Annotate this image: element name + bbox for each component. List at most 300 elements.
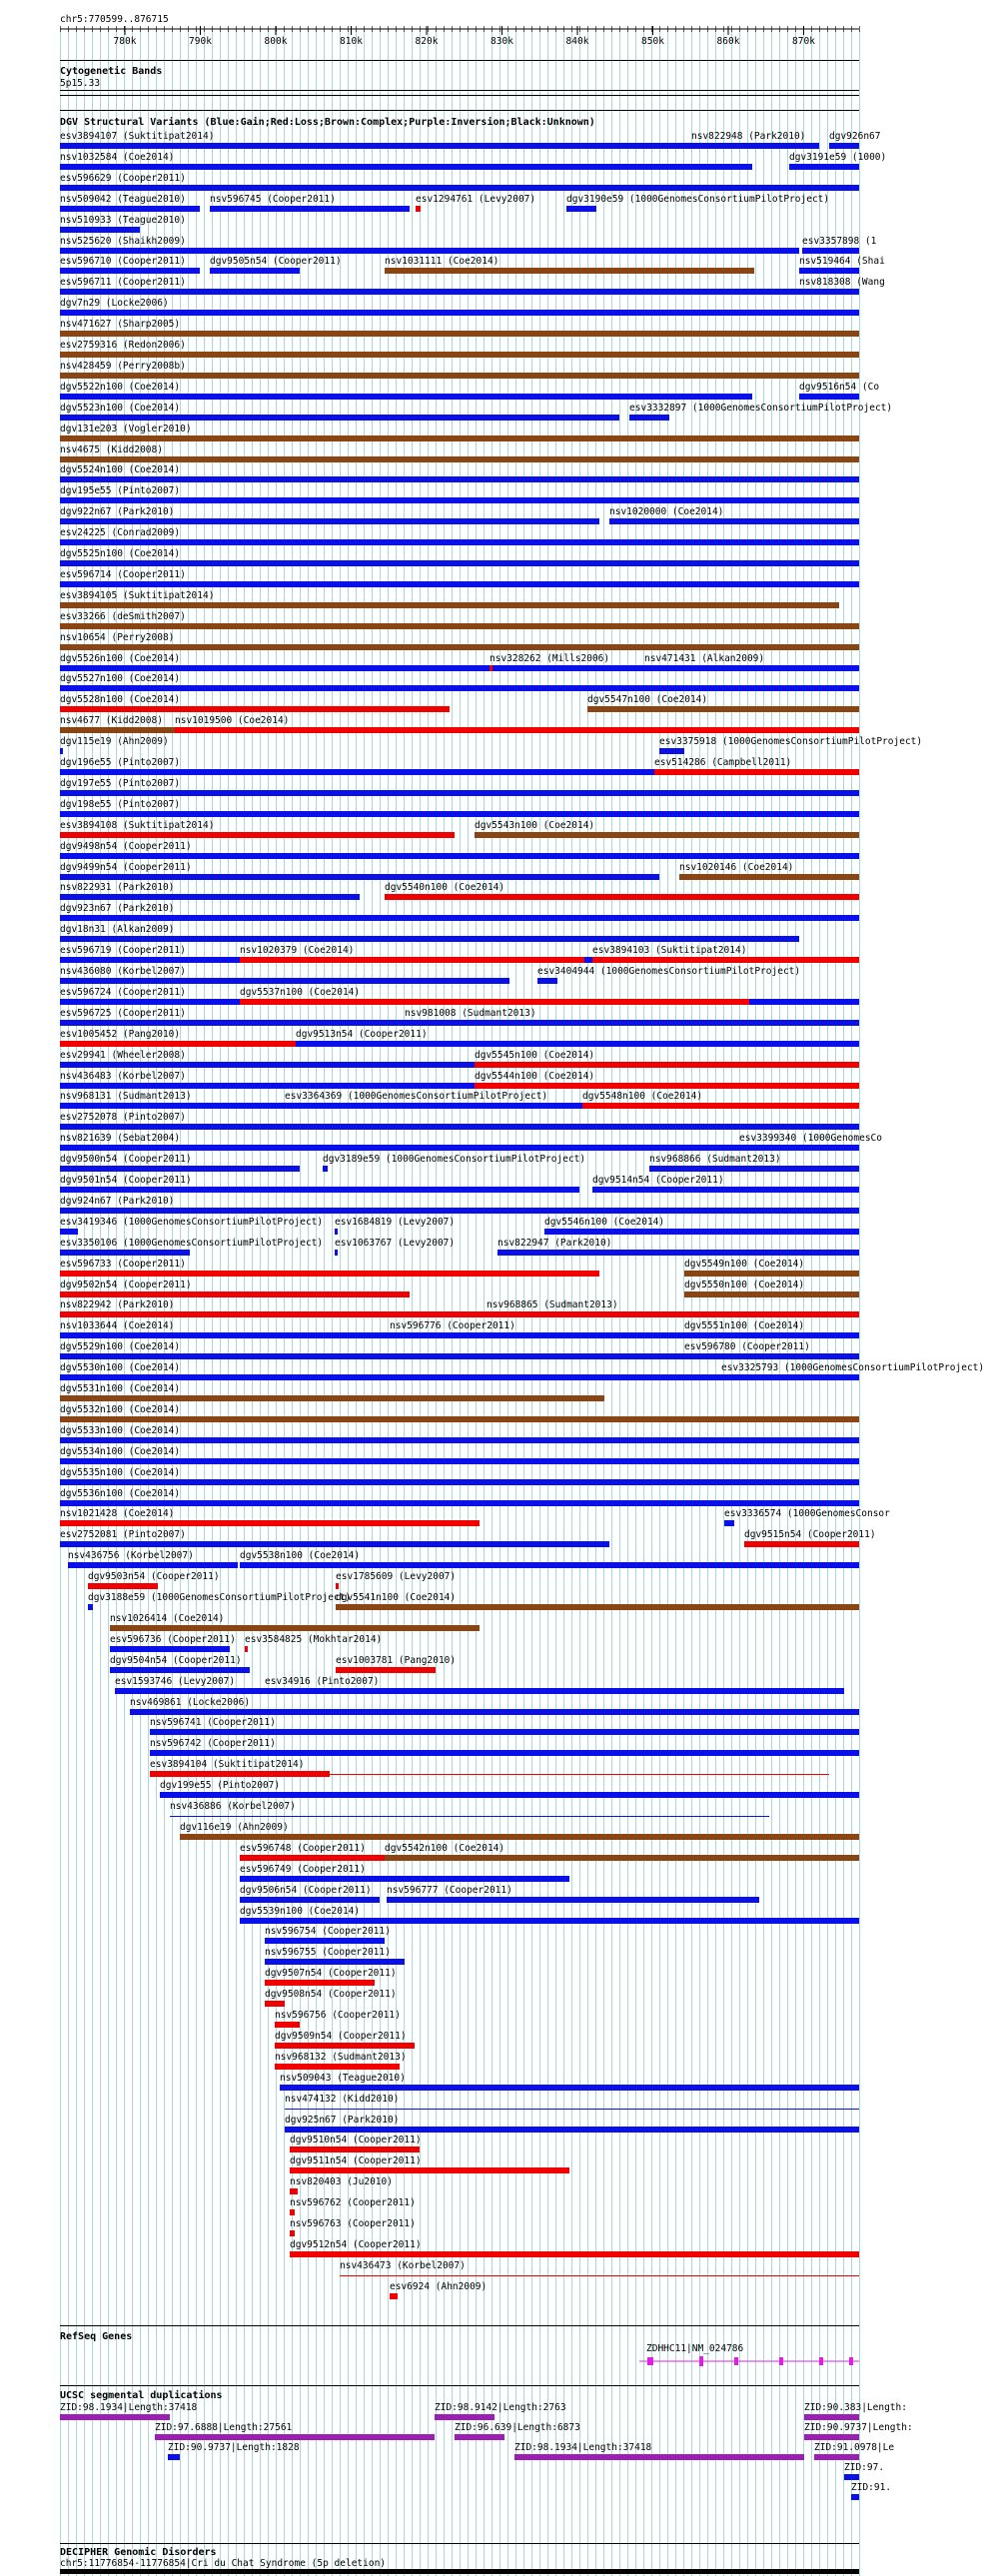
variant-label[interactable]: esv1063767 (Levy2007) xyxy=(335,1237,456,1249)
variant-bar[interactable] xyxy=(285,2127,859,2133)
variant-label[interactable]: esv1785609 (Levy2007) xyxy=(336,1571,457,1583)
variant-label[interactable]: esv2752081 (Pinto2007) xyxy=(60,1529,186,1541)
variant-label[interactable]: nsv968131 (Sudmant2013) xyxy=(60,1091,192,1103)
variant-bar[interactable] xyxy=(60,1271,599,1277)
variant-label[interactable]: dgv5530n100 (Coe2014) xyxy=(60,1362,181,1374)
variant-label[interactable]: nsv436756 (Korbel2007) xyxy=(68,1550,194,1562)
variant-label[interactable]: dgv5523n100 (Coe2014) xyxy=(60,402,181,414)
variant-bar[interactable] xyxy=(60,268,200,274)
variant-bar[interactable] xyxy=(265,1959,405,1965)
variant-label[interactable]: esv3325793 (1000GenomesConsortiumPilotProject) xyxy=(721,1362,984,1374)
variant-label[interactable]: nsv469861 (Locke2006) xyxy=(130,1696,251,1708)
variant-label[interactable]: dgv5531n100 (Coe2014) xyxy=(60,1383,181,1394)
segdup-bar[interactable] xyxy=(844,2474,859,2480)
variant-label[interactable]: dgv5546n100 (Coe2014) xyxy=(544,1216,665,1228)
variant-bar[interactable] xyxy=(60,790,859,796)
variant-label[interactable]: nsv436886 (Korbel2007) xyxy=(170,1801,296,1812)
variant-bar[interactable] xyxy=(390,2293,398,2299)
variant-bar[interactable] xyxy=(60,394,752,400)
variant-bar[interactable] xyxy=(296,1041,859,1047)
variant-label[interactable]: dgv9506n54 (Cooper2011) xyxy=(240,1884,372,1896)
variant-label[interactable]: nsv596755 (Cooper2011) xyxy=(265,1947,391,1959)
variant-label[interactable]: esv596725 (Cooper2011) xyxy=(60,1007,186,1019)
variant-label[interactable]: dgv196e55 (Pinto2007) xyxy=(60,757,181,768)
variant-label[interactable]: dgv5548n100 (Coe2014) xyxy=(582,1091,703,1103)
variant-bar[interactable] xyxy=(60,1166,300,1172)
variant-bar[interactable] xyxy=(150,1729,859,1735)
variant-label[interactable]: dgv3189e59 (1000GenomesConsortiumPilotProject) xyxy=(323,1154,586,1166)
segdup-bar[interactable] xyxy=(814,2454,859,2460)
variant-bar[interactable] xyxy=(60,769,659,775)
variant-bar[interactable] xyxy=(799,289,859,295)
variant-label[interactable]: dgv7n29 (Locke2006) xyxy=(60,298,169,310)
variant-label[interactable]: nsv509043 (Teague2010) xyxy=(280,2072,406,2084)
variant-label[interactable]: dgv197e55 (Pinto2007) xyxy=(60,777,181,789)
variant-bar[interactable] xyxy=(60,435,859,441)
variant-label[interactable]: dgv5547n100 (Coe2014) xyxy=(587,694,708,706)
variant-label[interactable]: nsv1026414 (Coe2014) xyxy=(110,1612,225,1624)
variant-bar[interactable] xyxy=(110,1625,480,1631)
variant-label[interactable]: nsv596777 (Cooper2011) xyxy=(387,1884,512,1896)
variant-label[interactable]: nsv822931 (Park2010) xyxy=(60,882,175,894)
variant-label[interactable]: dgv5528n100 (Coe2014) xyxy=(60,694,181,706)
variant-label[interactable]: dgv5537n100 (Coe2014) xyxy=(240,986,361,998)
variant-bar[interactable] xyxy=(744,1541,859,1547)
variant-bar[interactable] xyxy=(60,685,859,691)
variant-label[interactable]: nsv820403 (Ju2010) xyxy=(290,2176,393,2188)
variant-bar[interactable] xyxy=(245,1646,248,1652)
variant-label[interactable]: nsv1020146 (Coe2014) xyxy=(679,861,794,873)
variant-bar[interactable] xyxy=(265,1688,844,1694)
variant-label[interactable]: dgv5534n100 (Coe2014) xyxy=(60,1445,181,1457)
variant-bar[interactable] xyxy=(60,164,752,170)
variant-label[interactable]: esv596733 (Cooper2011) xyxy=(60,1258,186,1270)
variant-bar[interactable] xyxy=(537,978,557,984)
variant-bar[interactable] xyxy=(475,1083,859,1089)
variant-bar[interactable] xyxy=(60,1458,859,1464)
variant-label[interactable]: dgv5535n100 (Coe2014) xyxy=(60,1466,181,1478)
segdup-label[interactable]: ZID:90.383|Length: xyxy=(804,2402,907,2413)
variant-bar[interactable] xyxy=(323,1166,328,1172)
variant-label[interactable]: nsv436483 (Korbel2007) xyxy=(60,1070,186,1082)
variant-label[interactable]: nsv428459 (Perry2008b) xyxy=(60,360,186,372)
variant-label[interactable]: dgv9504n54 (Cooper2011) xyxy=(110,1654,242,1666)
variant-label[interactable]: nsv981008 (Sudmant2013) xyxy=(405,1007,536,1019)
variant-label[interactable]: nsv509042 (Teague2010) xyxy=(60,193,186,205)
variant-label[interactable]: esv3332897 (1000GenomesConsortiumPilotProject) xyxy=(629,402,893,414)
variant-bar[interactable] xyxy=(336,1667,436,1673)
variant-bar[interactable] xyxy=(290,2188,298,2194)
variant-bar[interactable] xyxy=(240,999,749,1005)
variant-bar[interactable] xyxy=(340,2275,859,2276)
variant-label[interactable]: esv3336574 (1000GenomesConsor xyxy=(724,1508,890,1520)
variant-label[interactable]: esv34916 (Pinto2007) xyxy=(265,1675,380,1687)
variant-bar[interactable] xyxy=(290,2147,420,2152)
variant-bar[interactable] xyxy=(799,268,859,274)
variant-label[interactable]: dgv5542n100 (Coe2014) xyxy=(385,1842,505,1854)
variant-label[interactable]: dgv9509n54 (Cooper2011) xyxy=(275,2030,407,2042)
variant-label[interactable]: dgv5544n100 (Coe2014) xyxy=(475,1070,595,1082)
variant-label[interactable]: dgv5543n100 (Coe2014) xyxy=(475,819,595,831)
variant-bar[interactable] xyxy=(416,206,421,212)
variant-label[interactable]: esv1294761 (Levy2007) xyxy=(416,193,536,205)
variant-label[interactable]: esv596736 (Cooper2011) xyxy=(110,1633,236,1645)
variant-bar[interactable] xyxy=(115,1688,265,1694)
variant-label[interactable]: dgv5526n100 (Coe2014) xyxy=(60,652,181,664)
variant-bar[interactable] xyxy=(335,1250,338,1256)
variant-bar[interactable] xyxy=(405,1020,859,1026)
variant-label[interactable]: esv3894105 (Suktitipat2014) xyxy=(60,589,215,601)
variant-label[interactable]: esv3357898 (1 xyxy=(802,235,877,247)
variant-label[interactable]: dgv5529n100 (Coe2014) xyxy=(60,1341,181,1353)
variant-bar[interactable] xyxy=(150,1771,330,1777)
variant-label[interactable]: dgv131e203 (Vogler2010) xyxy=(60,423,192,434)
variant-label[interactable]: esv3584825 (Mokhtar2014) xyxy=(245,1633,383,1645)
variant-label[interactable]: nsv596776 (Cooper2011) xyxy=(390,1320,515,1332)
variant-label[interactable]: nsv471431 (Alkan2009) xyxy=(644,652,765,664)
variant-label[interactable]: dgv5540n100 (Coe2014) xyxy=(385,882,505,894)
variant-label[interactable]: nsv596742 (Cooper2011) xyxy=(150,1738,276,1750)
variant-label[interactable]: dgv5536n100 (Coe2014) xyxy=(60,1487,181,1499)
variant-bar[interactable] xyxy=(582,1103,859,1109)
variant-label[interactable]: esv596711 (Cooper2011) xyxy=(60,277,186,289)
variant-bar[interactable] xyxy=(275,2043,415,2049)
variant-bar[interactable] xyxy=(387,1897,759,1903)
variant-bar[interactable] xyxy=(265,1980,375,1986)
variant-bar[interactable] xyxy=(160,1792,859,1798)
variant-bar[interactable] xyxy=(275,2064,400,2070)
variant-label[interactable]: dgv5522n100 (Coe2014) xyxy=(60,381,181,393)
variant-label[interactable]: esv596714 (Cooper2011) xyxy=(60,568,186,580)
variant-label[interactable]: nsv328262 (Mills2006) xyxy=(490,652,610,664)
variant-bar[interactable] xyxy=(150,1750,859,1756)
variant-label[interactable]: dgv9516n54 (Co xyxy=(799,381,880,393)
variant-bar[interactable] xyxy=(240,1876,569,1882)
variant-bar[interactable] xyxy=(280,2085,859,2091)
variant-label[interactable]: dgv5533n100 (Coe2014) xyxy=(60,1424,181,1436)
variant-label[interactable]: nsv471627 (Sharp2005) xyxy=(60,319,181,331)
variant-label[interactable]: esv3419346 (1000GenomesConsortiumPilotProject) xyxy=(60,1216,324,1228)
variant-bar[interactable] xyxy=(60,560,859,566)
variant-bar[interactable] xyxy=(684,1332,859,1338)
variant-bar[interactable] xyxy=(290,2209,295,2215)
variant-bar[interactable] xyxy=(275,2022,300,2028)
variant-bar[interactable] xyxy=(649,1166,859,1172)
segdup-bar[interactable] xyxy=(514,2454,804,2460)
variant-label[interactable]: dgv9514n54 (Cooper2011) xyxy=(592,1175,724,1186)
variant-label[interactable]: nsv510933 (Teague2010) xyxy=(60,214,186,226)
variant-label[interactable]: dgv5541n100 (Coe2014) xyxy=(336,1592,457,1603)
variant-label[interactable]: dgv9500n54 (Cooper2011) xyxy=(60,1154,192,1166)
variant-bar[interactable] xyxy=(60,936,799,942)
variant-label[interactable]: esv3364369 (1000GenomesConsortiumPilotProject) xyxy=(285,1091,548,1103)
variant-bar[interactable] xyxy=(88,1583,158,1589)
variant-bar[interactable] xyxy=(60,581,859,587)
segdup-bar[interactable] xyxy=(804,2414,859,2420)
variant-bar[interactable] xyxy=(592,1187,859,1193)
variant-label[interactable]: dgv924n67 (Park2010) xyxy=(60,1195,175,1207)
variant-bar[interactable] xyxy=(60,476,859,482)
variant-bar[interactable] xyxy=(60,894,360,900)
variant-bar[interactable] xyxy=(789,164,859,170)
variant-bar[interactable] xyxy=(721,1374,781,1380)
variant-bar[interactable] xyxy=(290,2230,295,2236)
variant-bar[interactable] xyxy=(240,957,584,963)
variant-label[interactable]: nsv596763 (Cooper2011) xyxy=(290,2218,416,2229)
variant-label[interactable]: nsv519464 (Shai xyxy=(799,256,885,268)
variant-bar[interactable] xyxy=(60,1437,859,1443)
segdup-label[interactable]: ZID:98.1934|Length:37418 xyxy=(514,2442,652,2453)
variant-label[interactable]: dgv5539n100 (Coe2014) xyxy=(240,1905,361,1917)
segdup-bar[interactable] xyxy=(851,2494,859,2500)
variant-label[interactable]: dgv199e55 (Pinto2007) xyxy=(160,1780,281,1792)
variant-label[interactable]: esv24225 (Conrad2009) xyxy=(60,527,181,539)
variant-bar[interactable] xyxy=(60,1124,859,1130)
variant-label[interactable]: nsv968865 (Sudmant2013) xyxy=(487,1299,618,1311)
segdup-bar[interactable] xyxy=(435,2414,494,2420)
variant-bar[interactable] xyxy=(88,1604,93,1610)
variant-label[interactable]: nsv474132 (Kidd2010) xyxy=(285,2093,400,2105)
variant-label[interactable]: esv1684819 (Levy2007) xyxy=(335,1216,456,1228)
variant-label[interactable]: dgv115e19 (Ahn2009) xyxy=(60,736,169,748)
variant-label[interactable]: nsv1020379 (Coe2014) xyxy=(240,945,355,957)
variant-label[interactable]: dgv5551n100 (Coe2014) xyxy=(684,1320,805,1332)
segdup-bar[interactable] xyxy=(455,2434,504,2440)
variant-label[interactable]: nsv822948 (Park2010) xyxy=(691,131,806,142)
variant-label[interactable]: nsv822947 (Park2010) xyxy=(497,1237,612,1249)
variant-bar[interactable] xyxy=(60,915,859,921)
variant-bar[interactable] xyxy=(609,518,859,524)
variant-label[interactable]: nsv10654 (Perry2008) xyxy=(60,631,175,643)
variant-bar[interactable] xyxy=(210,206,410,212)
variant-label[interactable]: dgv9501n54 (Cooper2011) xyxy=(60,1175,192,1186)
variant-label[interactable]: dgv5550n100 (Coe2014) xyxy=(684,1279,805,1290)
variant-bar[interactable] xyxy=(60,497,859,503)
variant-label[interactable]: dgv9498n54 (Cooper2011) xyxy=(60,840,192,852)
variant-bar[interactable] xyxy=(487,1311,679,1317)
variant-label[interactable]: esv596724 (Cooper2011) xyxy=(60,986,186,998)
variant-bar[interactable] xyxy=(60,832,455,838)
variant-bar[interactable] xyxy=(691,143,819,149)
variant-label[interactable]: esv2759316 (Redon2006) xyxy=(60,340,186,351)
variant-bar[interactable] xyxy=(60,623,859,629)
variant-label[interactable]: nsv596741 (Cooper2011) xyxy=(150,1717,276,1729)
variant-label[interactable]: dgv3191e59 (1000) xyxy=(789,151,887,163)
variant-bar[interactable] xyxy=(60,1416,859,1422)
variant-label[interactable]: dgv5549n100 (Coe2014) xyxy=(684,1258,805,1270)
variant-bar[interactable] xyxy=(336,1604,859,1610)
variant-bar[interactable] xyxy=(60,748,63,754)
variant-bar[interactable] xyxy=(60,373,859,379)
variant-label[interactable]: nsv822942 (Park2010) xyxy=(60,1299,175,1311)
variant-bar[interactable] xyxy=(240,1918,859,1924)
variant-bar[interactable] xyxy=(60,1311,859,1317)
variant-bar[interactable] xyxy=(60,874,659,880)
variant-label[interactable]: esv1005452 (Pang2010) xyxy=(60,1028,181,1040)
variant-bar[interactable] xyxy=(802,248,859,254)
variant-bar[interactable] xyxy=(475,832,859,838)
variant-label[interactable]: esv29941 (Wheeler2008) xyxy=(60,1049,186,1061)
variant-label[interactable]: esv3375918 (1000GenomesConsortiumPilotProject) xyxy=(659,736,923,748)
variant-label[interactable]: nsv1021428 (Coe2014) xyxy=(60,1508,175,1520)
variant-bar[interactable] xyxy=(629,415,669,421)
variant-label[interactable]: esv596780 (Cooper2011) xyxy=(684,1341,810,1353)
variant-bar[interactable] xyxy=(497,1250,859,1256)
segdup-bar[interactable] xyxy=(804,2434,859,2440)
variant-bar[interactable] xyxy=(68,1562,238,1568)
variant-bar[interactable] xyxy=(724,1520,734,1526)
variant-bar[interactable] xyxy=(60,853,859,859)
variant-bar[interactable] xyxy=(60,539,859,545)
variant-label[interactable]: dgv9502n54 (Cooper2011) xyxy=(60,1279,192,1290)
variant-label[interactable]: dgv9513n54 (Cooper2011) xyxy=(296,1028,428,1040)
variant-bar[interactable] xyxy=(60,1479,859,1485)
variant-label[interactable]: nsv1019500 (Coe2014) xyxy=(175,715,290,727)
variant-bar[interactable] xyxy=(60,1250,190,1256)
segdup-label[interactable]: ZID:98.1934|Length:37418 xyxy=(60,2402,198,2413)
segdup-label[interactable]: ZID:97. xyxy=(844,2462,885,2473)
variant-bar[interactable] xyxy=(285,2109,859,2110)
variant-bar[interactable] xyxy=(60,978,509,984)
variant-label[interactable]: esv3404944 (1000GenomesConsortiumPilotProject) xyxy=(537,966,801,977)
segdup-label[interactable]: ZID:90.9737|Length: xyxy=(804,2422,913,2433)
variant-bar[interactable] xyxy=(60,1291,410,1297)
variant-bar[interactable] xyxy=(60,1520,480,1526)
variant-bar[interactable] xyxy=(290,2167,569,2173)
variant-bar[interactable] xyxy=(385,268,754,274)
variant-bar[interactable] xyxy=(390,1332,569,1338)
variant-bar[interactable] xyxy=(110,1646,230,1652)
variant-label[interactable]: esv3399340 (1000GenomesCo xyxy=(739,1133,882,1145)
variant-bar[interactable] xyxy=(110,1667,250,1673)
variant-bar[interactable] xyxy=(180,1834,859,1840)
variant-bar[interactable] xyxy=(684,1271,859,1277)
variant-label[interactable]: nsv818308 (Wang xyxy=(799,277,885,289)
variant-label[interactable]: dgv5525n100 (Coe2014) xyxy=(60,548,181,559)
variant-bar[interactable] xyxy=(130,1709,859,1715)
variant-bar[interactable] xyxy=(679,874,859,880)
variant-bar[interactable] xyxy=(60,310,859,316)
variant-label[interactable]: dgv922n67 (Park2010) xyxy=(60,506,175,518)
variant-label[interactable]: nsv596754 (Cooper2011) xyxy=(265,1926,391,1938)
variant-bar[interactable] xyxy=(60,352,859,358)
variant-label[interactable]: esv3894104 (Suktitipat2014) xyxy=(150,1759,305,1771)
variant-label[interactable]: esv3894103 (Suktitipat2014) xyxy=(592,945,747,957)
variant-bar[interactable] xyxy=(385,894,859,900)
refseq-gene-label[interactable]: ZDHHC11|NM_024786 xyxy=(646,2343,744,2354)
variant-label[interactable]: esv3894108 (Suktitipat2014) xyxy=(60,819,215,831)
segdup-label[interactable]: ZID:91.0978|Le xyxy=(814,2442,895,2453)
variant-label[interactable]: dgv9512n54 (Cooper2011) xyxy=(290,2238,422,2250)
variant-bar[interactable] xyxy=(240,1562,859,1568)
variant-bar[interactable] xyxy=(336,1583,339,1589)
variant-bar[interactable] xyxy=(60,143,691,149)
variant-label[interactable]: esv596629 (Cooper2011) xyxy=(60,172,186,184)
variant-bar[interactable] xyxy=(60,415,619,421)
variant-bar[interactable] xyxy=(210,268,300,274)
variant-label[interactable]: nsv596762 (Cooper2011) xyxy=(290,2197,416,2209)
variant-label[interactable]: nsv596745 (Cooper2011) xyxy=(210,193,336,205)
variant-label[interactable]: dgv5527n100 (Coe2014) xyxy=(60,673,181,685)
variant-label[interactable]: nsv4675 (Kidd2008) xyxy=(60,443,163,455)
variant-bar[interactable] xyxy=(60,1500,859,1506)
variant-bar[interactable] xyxy=(60,1229,78,1235)
variant-bar[interactable] xyxy=(587,706,859,712)
variant-bar[interactable] xyxy=(490,665,492,671)
variant-bar[interactable] xyxy=(799,394,859,400)
variant-bar[interactable] xyxy=(175,727,859,733)
variant-bar[interactable] xyxy=(739,1145,769,1151)
decipher-item-label[interactable]: chr5:11776854-11776854|Cri du Chat Syndrome (5p deletion) xyxy=(60,2558,387,2569)
segdup-label[interactable]: ZID:97.6888|Length:27561 xyxy=(155,2422,293,2433)
variant-bar[interactable] xyxy=(60,602,839,608)
variant-label[interactable]: dgv925n67 (Park2010) xyxy=(285,2114,400,2126)
variant-label[interactable]: dgv923n67 (Park2010) xyxy=(60,903,175,915)
variant-label[interactable]: nsv436080 (Korbel2007) xyxy=(60,966,186,977)
variant-bar[interactable] xyxy=(60,185,859,191)
ruler[interactable] xyxy=(60,26,859,46)
variant-bar[interactable] xyxy=(335,1229,338,1235)
cytoband-bar[interactable] xyxy=(60,90,859,96)
variant-label[interactable]: dgv5538n100 (Coe2014) xyxy=(240,1550,361,1562)
variant-bar[interactable] xyxy=(592,957,859,963)
segdup-bar[interactable] xyxy=(168,2454,180,2460)
variant-label[interactable]: dgv195e55 (Pinto2007) xyxy=(60,485,181,497)
variant-bar[interactable] xyxy=(544,1229,859,1235)
variant-label[interactable]: dgv9510n54 (Cooper2011) xyxy=(290,2135,422,2147)
variant-label[interactable]: dgv198e55 (Pinto2007) xyxy=(60,798,181,810)
variant-label[interactable]: dgv18n31 (Alkan2009) xyxy=(60,924,175,936)
variant-label[interactable]: dgv9515n54 (Cooper2011) xyxy=(744,1529,876,1541)
variant-label[interactable]: dgv9507n54 (Cooper2011) xyxy=(265,1968,397,1980)
variant-bar[interactable] xyxy=(684,1353,859,1359)
variant-label[interactable]: esv596748 (Cooper2011) xyxy=(240,1842,366,1854)
variant-bar[interactable] xyxy=(60,811,859,817)
variant-bar[interactable] xyxy=(60,1395,604,1401)
segdup-label[interactable]: ZID:90.9737|Length:1828 xyxy=(168,2442,300,2453)
variant-bar[interactable] xyxy=(60,1187,579,1193)
variant-bar[interactable] xyxy=(290,2251,859,2257)
variant-bar[interactable] xyxy=(60,227,140,233)
variant-label[interactable]: dgv9503n54 (Cooper2011) xyxy=(88,1571,220,1583)
variant-bar[interactable] xyxy=(60,248,799,254)
variant-label[interactable]: esv596719 (Cooper2011) xyxy=(60,945,186,957)
variant-label[interactable]: esv3894107 (Suktitipat2014) xyxy=(60,131,215,142)
variant-bar[interactable] xyxy=(60,456,859,462)
variant-bar[interactable] xyxy=(60,331,859,337)
variant-bar[interactable] xyxy=(60,1541,609,1547)
variant-label[interactable]: dgv9505n54 (Cooper2011) xyxy=(210,256,342,268)
variant-label[interactable]: esv514286 (Campbell2011) xyxy=(654,757,792,768)
variant-bar[interactable] xyxy=(265,1938,385,1944)
segdup-label[interactable]: ZID:98.9142|Length:2763 xyxy=(435,2402,566,2413)
variant-label[interactable]: nsv596756 (Cooper2011) xyxy=(275,2010,401,2021)
variant-bar[interactable] xyxy=(170,1816,769,1817)
variant-label[interactable]: esv3350106 (1000GenomesConsortiumPilotProject) xyxy=(60,1237,324,1249)
variant-label[interactable]: dgv5532n100 (Coe2014) xyxy=(60,1403,181,1415)
segdup-bar[interactable] xyxy=(60,2414,170,2420)
variant-label[interactable]: esv33266 (deSmith2007) xyxy=(60,610,186,622)
variant-label[interactable]: nsv968132 (Sudmant2013) xyxy=(275,2051,407,2063)
segdup-label[interactable]: ZID:96.639|Length:6873 xyxy=(455,2422,580,2433)
variant-bar[interactable] xyxy=(60,706,450,712)
variant-label[interactable]: dgv116e19 (Ahn2009) xyxy=(180,1821,289,1833)
variant-bar[interactable] xyxy=(60,518,599,524)
variant-bar[interactable] xyxy=(566,206,596,212)
variant-label[interactable]: dgv926n67 xyxy=(829,131,881,142)
variant-bar[interactable] xyxy=(60,206,200,212)
variant-label[interactable]: nsv4677 (Kidd2008) xyxy=(60,715,163,727)
